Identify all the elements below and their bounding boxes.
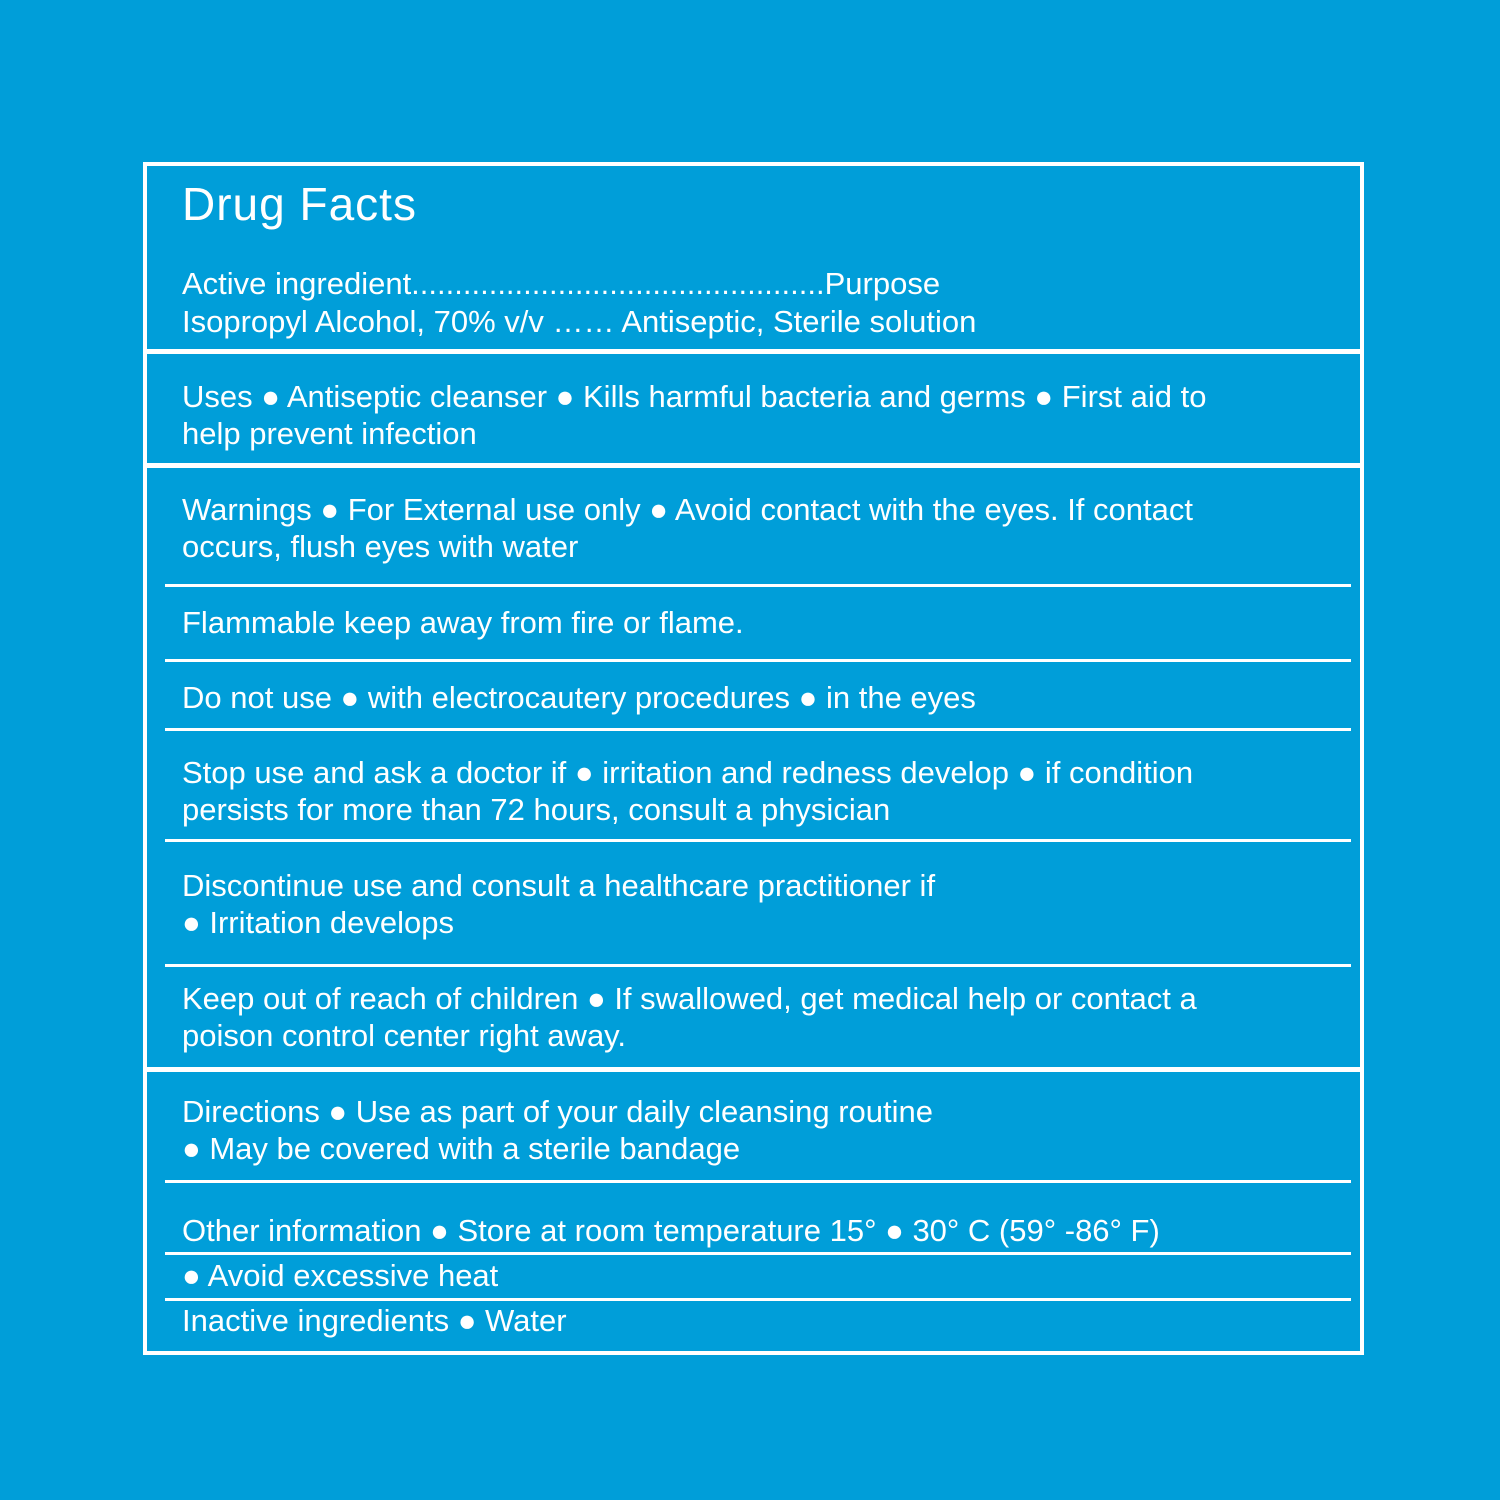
row-divider — [165, 839, 1351, 842]
do-not-use: Do not use ● with electrocautery procedures ● in the eyes — [182, 680, 976, 715]
row-divider — [165, 1252, 1351, 1255]
stop-use-line-1: Stop use and ask a doctor if ● irritation and redness develop ● if condition — [182, 755, 1194, 790]
keep-out-line-1: Keep out of reach of children ● If swallowed, get medical help or contact a — [182, 981, 1197, 1016]
discontinue-line-2: ● Irritation develops — [182, 905, 455, 940]
keep-out-line-2: poison control center right away. — [182, 1018, 626, 1053]
row-divider — [165, 728, 1351, 731]
directions-line-2: ● May be covered with a sterile bandage — [182, 1131, 741, 1166]
avoid-heat: ● Avoid excessive heat — [182, 1258, 499, 1293]
discontinue-line-1: Discontinue use and consult a healthcare practitioner if — [182, 868, 936, 903]
section-divider — [147, 1067, 1360, 1072]
row-divider — [165, 584, 1351, 587]
other-information: Other information ● Store at room temperature 15° ● 30° C (59° -86° F) — [182, 1213, 1160, 1248]
warnings-line-1: Warnings ● For External use only ● Avoid contact with the eyes. If contact — [182, 492, 1193, 527]
uses-line-2: help prevent infection — [182, 416, 477, 451]
active-ingredient-heading: Active ingredient................................................Purpose — [182, 266, 941, 301]
row-divider — [165, 1180, 1351, 1183]
warnings-line-2: occurs, flush eyes with water — [182, 529, 579, 564]
section-divider — [147, 349, 1360, 354]
section-divider — [147, 463, 1360, 468]
uses-line-1: Uses ● Antiseptic cleanser ● Kills harmful bacteria and germs ● First aid to — [182, 379, 1207, 414]
stop-use-line-2: persists for more than 72 hours, consult a physician — [182, 792, 891, 827]
row-divider — [165, 659, 1351, 662]
row-divider — [165, 1298, 1351, 1301]
inactive-ingredients: Inactive ingredients ● Water — [182, 1303, 567, 1338]
flammable-warning: Flammable keep away from fire or flame. — [182, 605, 744, 640]
active-ingredient-line: Isopropyl Alcohol, 70% v/v …… Antiseptic, Sterile solution — [182, 304, 977, 339]
row-divider — [165, 964, 1351, 967]
drug-facts-title: Drug Facts — [182, 178, 417, 230]
drug-facts-panel — [143, 162, 1364, 1355]
directions-line-1: Directions ● Use as part of your daily cleansing routine — [182, 1094, 934, 1129]
